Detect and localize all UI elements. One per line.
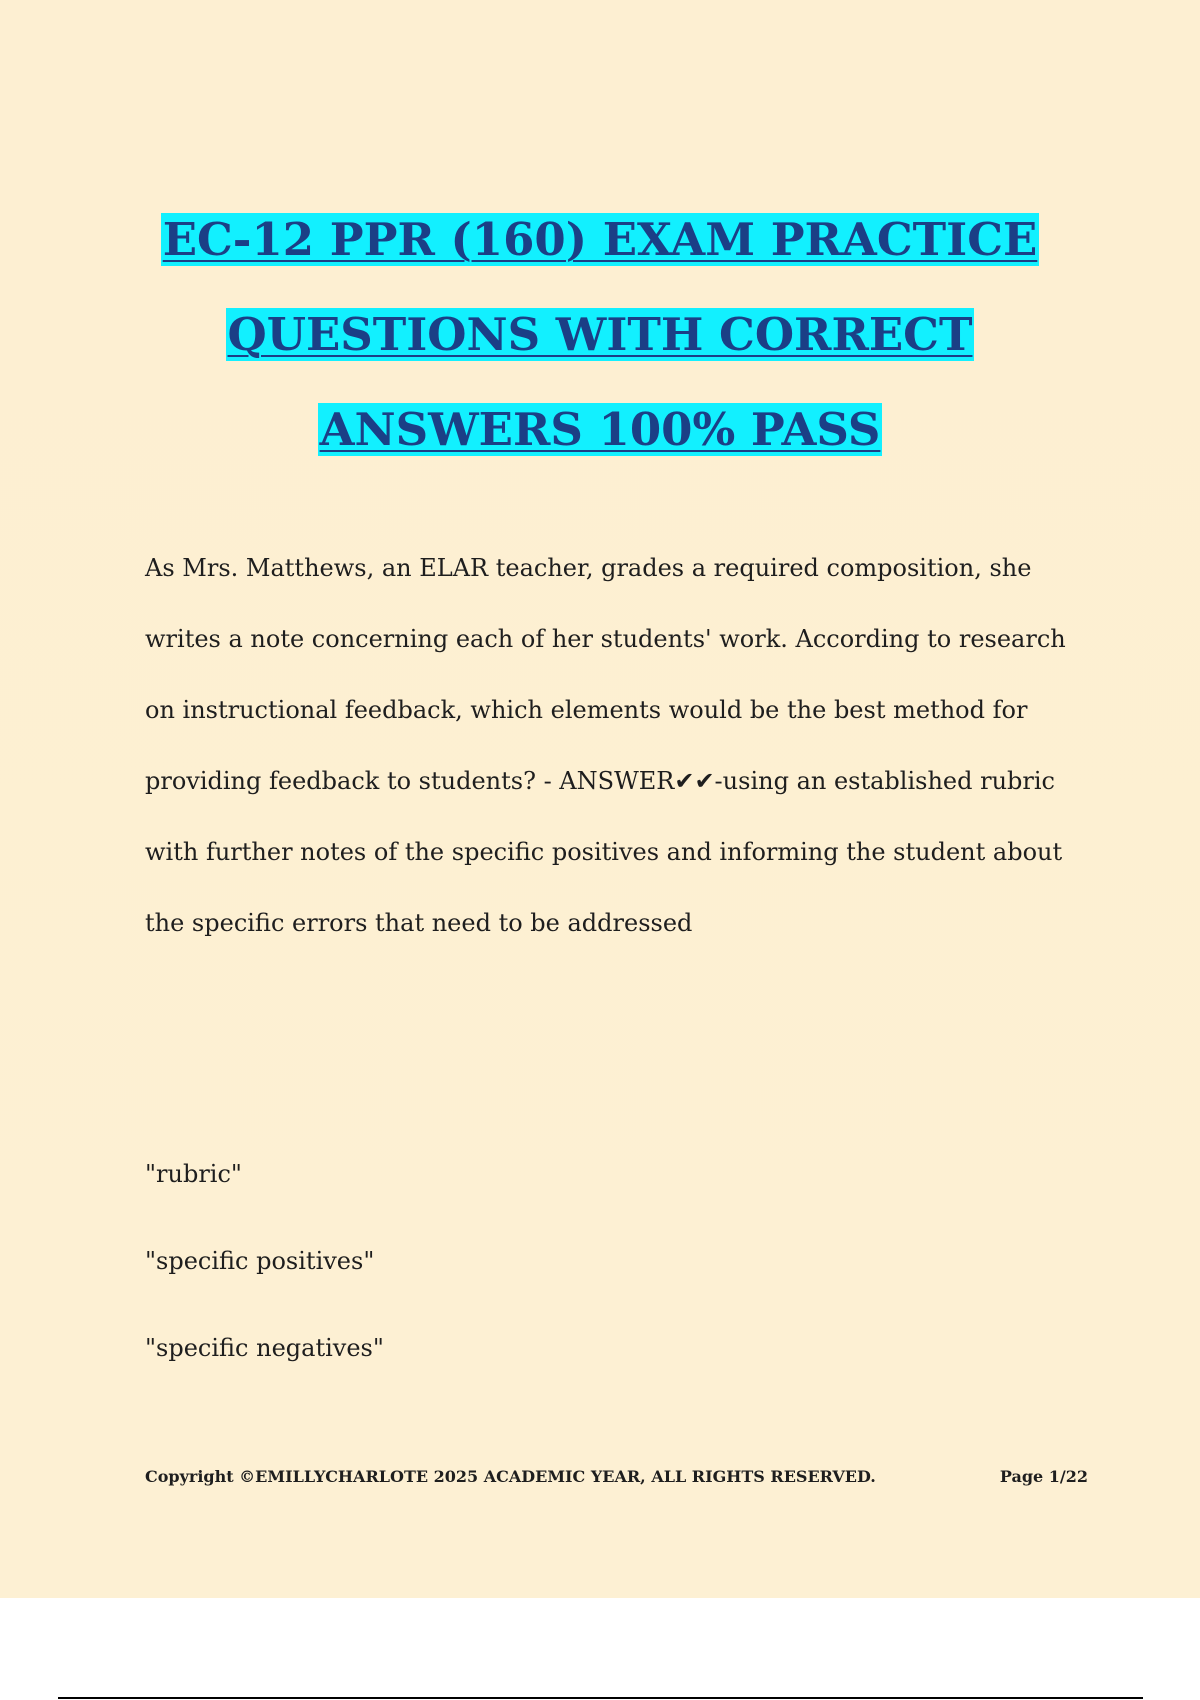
title-line: QUESTIONS WITH CORRECT [227, 308, 973, 362]
document-title [0, 192, 1200, 477]
title-line: EC-12 PPR (160) EXAM PRACTICE [162, 213, 1038, 267]
bottom-divider [58, 1697, 1143, 1699]
question-answer-text: As Mrs. Matthews, an ELAR teacher, grades a required composition, she writes a note concerning each of her students' work. According to research on instructional feedback, which elements would be the best method for providing feedback to students? - ANSWER✔✔-using an established rubric with further notes of the specific positives and informing the student about the specific errors that need to be addressed [145, 554, 1066, 937]
keyword-rubric: "rubric" [145, 1160, 242, 1188]
title-line: ANSWERS 100% PASS [319, 403, 881, 457]
keyword-specific-positives: "specific positives" [145, 1247, 375, 1275]
page-number: Page 1/22 [999, 1467, 1088, 1486]
footer-copyright: Copyright ©EMILLYCHARLOTE 2025 ACADEMIC YEAR, ALL RIGHTS RESERVED. [145, 1467, 876, 1486]
keyword-specific-negatives: "specific negatives" [145, 1334, 384, 1362]
